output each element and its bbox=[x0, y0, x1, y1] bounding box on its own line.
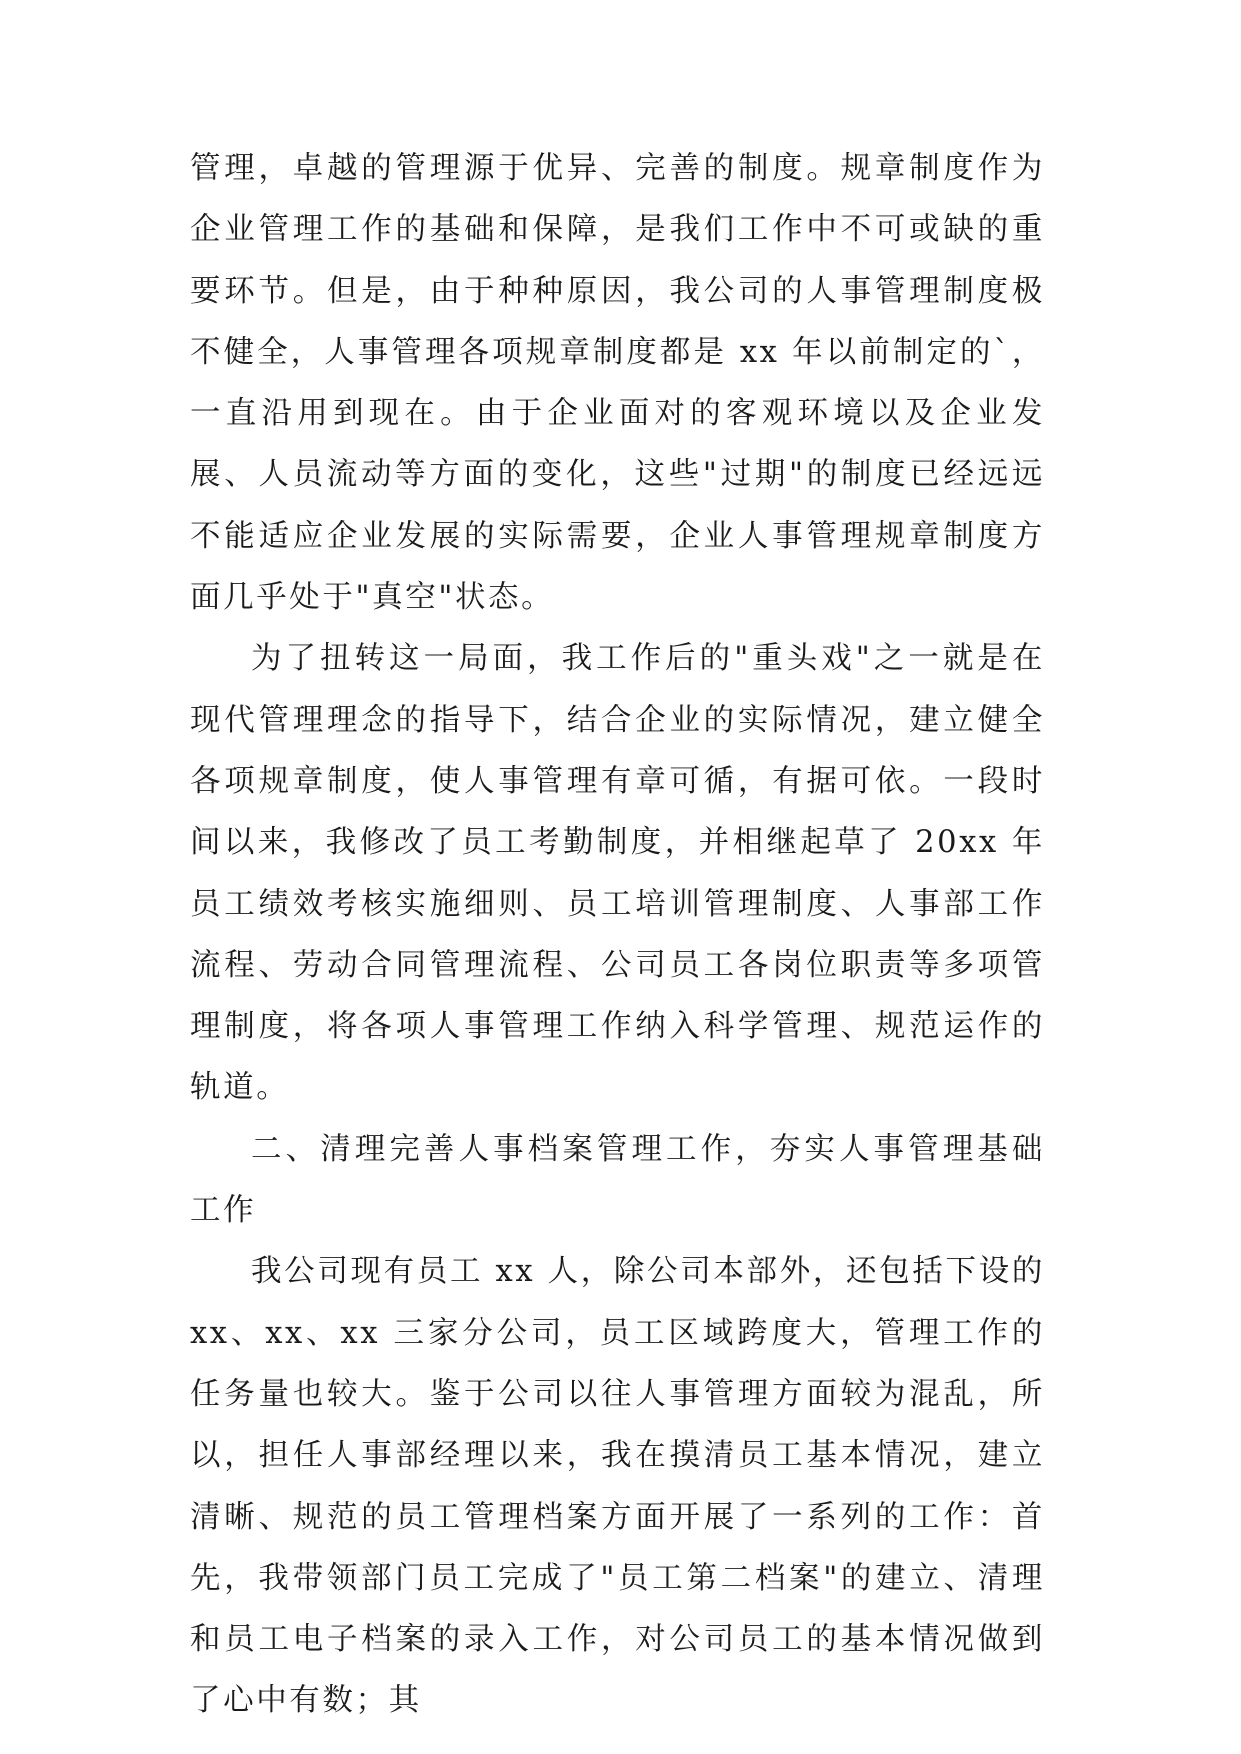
paragraph-management-system: 管理，卓越的管理源于优异、完善的制度。规章制度作为企业管理工作的基础和保障，是我们工作中不可或缺的重要环节。但是，由于种种原因，我公司的人事管理制度极不健全，人事管理各项规章制度都是 xx 年以前制定的`，一直沿用到现在。由于企业面对的客观环境以及企业发展、人员流动等方面的变化，这些"过期"的制度已经远远不能适应企业发展的实际需要，企业人事管理规章制度方面几乎处于"真空"状态。 bbox=[190, 151, 1045, 616]
document-body bbox=[190, 138, 1045, 1732]
paragraph-rules-drafting: 为了扭转这一局面，我工作后的"重头戏"之一就是在现代管理理念的指导下，结合企业的实际情况，建立健全各项规章制度，使人事管理有章可循，有据可依。一段时间以来，我修改了员工考勤制度，并相继起草了 20xx 年员工绩效考核实施细则、员工培训管理制度、人事部工作流程、劳动合同管理流程、公司员工各岗位职责等多项管理制度，将各项人事管理工作纳入科学管理、规范运作的轨道。 bbox=[190, 641, 1045, 1106]
paragraph-employee-archives: 我公司现有员工 xx 人，除公司本部外，还包括下设的 xx、xx、xx 三家分公司，员工区域跨度大，管理工作的任务量也较大。鉴于公司以往人事管理方面较为混乱，所以，担任人事部经理以来，我在摸清员工基本情况，建立清晰、规范的员工管理档案方面开展了一系列的工作：首先，我带领部门员工完成了"员工第二档案"的建立、清理和员工电子档案的录入工作，对公司员工的基本情况做到了心中有数；其 bbox=[190, 1254, 1045, 1719]
section-heading-archive-management: 二、清理完善人事档案管理工作，夯实人事管理基础工作 bbox=[190, 1131, 1045, 1229]
